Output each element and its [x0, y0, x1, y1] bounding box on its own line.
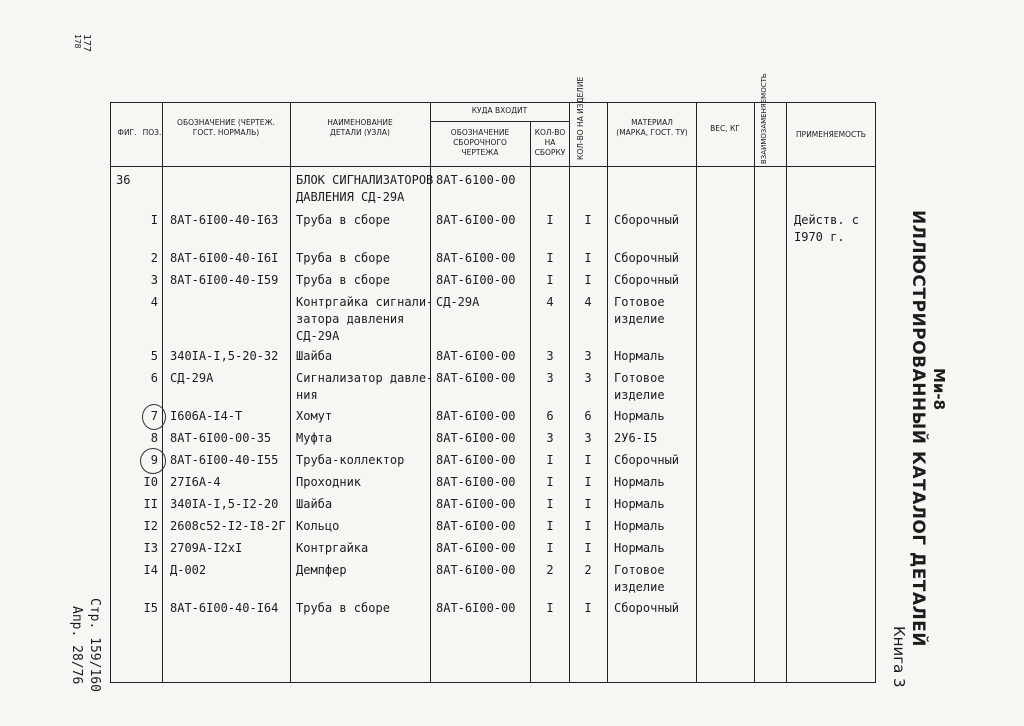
- table-cell-des: 8АТ-6I00-00-35: [170, 431, 272, 445]
- catalog-title: ИЛЛЮСТРИРОВАННЫЙ КАТАЛОГ ДЕТАЛЕЙ: [908, 210, 928, 648]
- table-cell-qa: 4: [546, 295, 554, 309]
- table-cell-fig: 36: [116, 173, 131, 187]
- header-qty-product: КОЛ-ВО НА ИЗДЕЛИЕ: [576, 76, 585, 160]
- table-cell-qp: I: [584, 273, 592, 287]
- header-name: НАИМЕНОВАНИЕ ДЕТАЛИ (УЗЛА): [327, 118, 393, 137]
- table-cell-pos: 8: [150, 431, 158, 445]
- table-cell-mat: [614, 452, 694, 469]
- pos-7-circle: [142, 404, 166, 430]
- table-cell-mat: [614, 540, 694, 557]
- table-cell-name: [296, 408, 428, 425]
- table-cell-line: Шайба: [296, 349, 333, 363]
- table-cell-mat: [614, 370, 694, 404]
- table-cell-qa: I: [546, 541, 554, 555]
- table-cell-line: Сборочный: [614, 273, 680, 287]
- table-cell-pos: 5: [150, 349, 158, 363]
- table-cell-line: Контргайка: [296, 541, 369, 555]
- table-cell-qa: 6: [546, 409, 554, 423]
- table-cell-qa: I: [546, 251, 554, 265]
- table-cell-mat: [614, 474, 694, 491]
- col-divider: [696, 102, 697, 682]
- table-cell-des: 8АТ-6I00-40-I64: [170, 601, 279, 615]
- col-divider: [290, 102, 291, 682]
- table-cell-asm: 8АТ-6I00-00: [436, 213, 516, 227]
- col-divider: [569, 102, 570, 682]
- header-fig: ФИГ.: [117, 128, 137, 137]
- table-cell-name: [296, 430, 428, 447]
- table-cell-line: Хомут: [296, 409, 333, 423]
- header-designation: ОБОЗНАЧЕНИЕ (ЧЕРТЕЖ. ГОСТ. НОРМАЛЬ): [177, 118, 275, 137]
- table-cell-des: 2608с52-I2-I8-2Г: [170, 519, 286, 533]
- table-cell-name: [296, 294, 434, 345]
- table-cell-name: [296, 370, 434, 404]
- table-cell-line: Действ. с: [794, 213, 860, 227]
- table-cell-qp: I: [584, 251, 592, 265]
- table-cell-mat: [614, 294, 694, 328]
- table-cell-line: Готовое: [614, 563, 665, 577]
- table-cell-qa: I: [546, 453, 554, 467]
- table-cell-asm: СД-29А: [436, 295, 480, 309]
- pos-9-circle: [140, 448, 166, 474]
- table-cell-line: Муфта: [296, 431, 333, 445]
- table-cell-name: [296, 172, 434, 206]
- header-where-used: КУДА ВХОДИТ: [471, 106, 528, 115]
- table-cell-qa: I: [546, 519, 554, 533]
- table-cell-qp: I: [584, 541, 592, 555]
- table-cell-mat: [614, 250, 694, 267]
- table-cell-line: ния: [296, 388, 318, 402]
- table-cell-asm: 8АТ-6I00-00: [436, 601, 516, 615]
- header-qty-assembly: КОЛ-ВО НА СБОРКУ: [534, 128, 566, 157]
- table-cell-qa: 3: [546, 371, 554, 385]
- table-cell-line: Нормаль: [614, 519, 665, 533]
- table-cell-qp: I: [584, 497, 592, 511]
- table-cell-qp: I: [584, 519, 592, 533]
- table-cell-pos: I4: [143, 563, 158, 577]
- table-cell-line: 2У6-I5: [614, 431, 658, 445]
- table-cell-line: Сборочный: [614, 601, 680, 615]
- table-cell-mat: [614, 212, 694, 229]
- table-cell-name: [296, 212, 428, 229]
- table-cell-line: СД-29А: [296, 329, 340, 343]
- table-cell-mat: [614, 348, 694, 365]
- table-cell-asm: 8АТ-6I00-00: [436, 497, 516, 511]
- table-cell-asm: 8АТ-6I00-00: [436, 431, 516, 445]
- table-cell-qp: 3: [584, 431, 592, 445]
- table-cell-pos: I5: [143, 601, 158, 615]
- table-cell-qa: 3: [546, 349, 554, 363]
- table-cell-pos: I3: [143, 541, 158, 555]
- table-cell-qa: I: [546, 497, 554, 511]
- corner-page-top: 177: [81, 34, 92, 53]
- table-cell-qp: I: [584, 453, 592, 467]
- table-cell-line: Готовое: [614, 371, 665, 385]
- table-cell-des: 8АТ-6I00-40-I59: [170, 273, 279, 287]
- table-cell-mat: [614, 562, 694, 596]
- table-cell-line: изделие: [614, 312, 665, 326]
- header-assembly-drawing: ОБОЗНАЧЕНИЕ СБОРОЧНОГО ЧЕРТЕЖА: [450, 128, 510, 157]
- table-cell-line: Труба-коллектор: [296, 453, 405, 467]
- table-cell-pos: II: [143, 497, 158, 511]
- table-cell-line: I970 г.: [794, 230, 845, 244]
- table-cell-asm: 8АТ-6I00-00: [436, 475, 516, 489]
- table-cell-line: Труба в сборе: [296, 273, 390, 287]
- table-cell-mat: [614, 408, 694, 425]
- table-cell-asm: 8АТ-6I00-00: [436, 563, 516, 577]
- table-cell-line: Сборочный: [614, 213, 680, 227]
- table-cell-asm: 8АТ-6I00-00: [436, 273, 516, 287]
- col-divider: [786, 102, 787, 682]
- table-cell-line: Демпфер: [296, 563, 347, 577]
- table-cell-line: Проходник: [296, 475, 362, 489]
- table-cell-name: [296, 348, 428, 365]
- table-cell-des: 340IА-I,5-20-32: [170, 349, 279, 363]
- table-cell-name: [296, 250, 428, 267]
- table-cell-mat: [614, 600, 694, 617]
- table-cell-mat: [614, 272, 694, 289]
- table-cell-des: 27I6А-4: [170, 475, 221, 489]
- table-cell-line: Контргайка сигнали-: [296, 295, 434, 309]
- date-reference: Апр. 28/76: [69, 606, 84, 685]
- table-cell-name: [296, 540, 428, 557]
- table-cell-asm: 8АТ-6I00-00: [436, 371, 516, 385]
- table-cell-qa: I: [546, 475, 554, 489]
- table-cell-name: [296, 474, 428, 491]
- table-cell-line: Сборочный: [614, 453, 680, 467]
- table-cell-name: [296, 272, 428, 289]
- where-used-divider: [430, 121, 569, 122]
- table-cell-des: 2709А-I2хI: [170, 541, 243, 555]
- table-cell-asm: 8АТ-6I00-00: [436, 541, 516, 555]
- table-cell-line: затора давления: [296, 312, 405, 326]
- header-material: МАТЕРИАЛ (МАРКА, ГОСТ. ТУ): [616, 118, 688, 137]
- table-cell-qa: 3: [546, 431, 554, 445]
- table-cell-line: Готовое: [614, 295, 665, 309]
- book-label: Книга 3: [890, 626, 908, 688]
- table-cell-line: Шайба: [296, 497, 333, 511]
- table-cell-qp: 6: [584, 409, 592, 423]
- table-cell-line: Труба в сборе: [296, 251, 390, 265]
- table-cell-des: I606А-I4-Т: [170, 409, 243, 423]
- table-cell-qp: 3: [584, 371, 592, 385]
- col-divider: [430, 102, 431, 682]
- table-cell-pos: 7: [150, 409, 158, 423]
- table-cell-line: Нормаль: [614, 541, 665, 555]
- table-cell-line: Кольцо: [296, 519, 340, 533]
- table-cell-des: 340IА-I,5-I2-20: [170, 497, 279, 511]
- col-divider: [607, 102, 608, 682]
- table-cell-line: Нормаль: [614, 497, 665, 511]
- table-cell-name: [296, 518, 428, 535]
- col-divider: [530, 122, 531, 682]
- table-cell-line: Труба в сборе: [296, 601, 390, 615]
- header-weight: ВЕС, КГ: [710, 124, 740, 133]
- table-cell-line: Нормаль: [614, 349, 665, 363]
- table-cell-asm: 8АТ-6I00-00: [436, 349, 516, 363]
- table-cell-mat: [614, 496, 694, 513]
- table-cell-qa: 2: [546, 563, 554, 577]
- table-cell-qa: I: [546, 273, 554, 287]
- header-interchange: ВЗАИМОЗАМЕНЯЕМОСТЬ: [760, 73, 768, 164]
- table-cell-line: Сборочный: [614, 251, 680, 265]
- parts-table: [110, 73, 876, 683]
- header-pos: ПОЗ.: [142, 128, 162, 137]
- table-cell-des: 8АТ-6I00-40-I55: [170, 453, 279, 467]
- header-applicability: ПРИМЕНЯЕМОСТЬ: [796, 130, 866, 139]
- table-cell-mat: [614, 518, 694, 535]
- table-cell-qp: I: [584, 213, 592, 227]
- table-cell-line: БЛОК СИГНАЛИЗАТОРОВ: [296, 173, 434, 187]
- table-cell-asm: 8АТ-6100-00: [436, 173, 516, 187]
- col-divider: [754, 102, 755, 682]
- table-cell-des: СД-29А: [170, 371, 214, 385]
- table-cell-asm: 8АТ-6I00-00: [436, 519, 516, 533]
- table-cell-qa: I: [546, 213, 554, 227]
- table-cell-pos: 3: [150, 273, 158, 287]
- table-cell-des: Д-002: [170, 563, 207, 577]
- table-cell-des: 8АТ-6I00-40-I63: [170, 213, 279, 227]
- table-cell-line: ДАВЛЕНИЯ СД-29А: [296, 190, 405, 204]
- table-cell-pos: I0: [143, 475, 158, 489]
- model-label: Ми-8: [930, 368, 948, 411]
- table-cell-pos: 6: [150, 371, 158, 385]
- corner-page-bottom: 178: [73, 34, 82, 49]
- table-cell-line: Труба в сборе: [296, 213, 390, 227]
- table-cell-pos: 9: [150, 453, 158, 467]
- table-cell-mat: [614, 430, 694, 447]
- table-cell-qp: I: [584, 601, 592, 615]
- table-cell-name: [296, 600, 428, 617]
- col-divider: [162, 102, 163, 682]
- table-cell-name: [296, 452, 428, 469]
- table-cell-qp: I: [584, 475, 592, 489]
- table-cell-app: [794, 212, 874, 246]
- table-cell-pos: I: [150, 213, 158, 227]
- table-cell-qp: 2: [584, 563, 592, 577]
- table-cell-asm: 8АТ-6I00-00: [436, 409, 516, 423]
- table-cell-pos: 4: [150, 295, 158, 309]
- table-cell-pos: 2: [150, 251, 158, 265]
- table-cell-pos: I2: [143, 519, 158, 533]
- table-cell-line: изделие: [614, 580, 665, 594]
- table-cell-qa: I: [546, 601, 554, 615]
- table-cell-asm: 8АТ-6I00-00: [436, 453, 516, 467]
- table-cell-line: Нормаль: [614, 475, 665, 489]
- table-cell-qp: 3: [584, 349, 592, 363]
- table-cell-asm: 8АТ-6I00-00: [436, 251, 516, 265]
- table-cell-name: [296, 496, 428, 513]
- table-cell-line: Нормаль: [614, 409, 665, 423]
- table-cell-line: Сигнализатор давле-: [296, 371, 434, 385]
- table-cell-qp: 4: [584, 295, 592, 309]
- table-cell-des: 8АТ-6I00-40-I6I: [170, 251, 279, 265]
- header-bottom-line: [110, 166, 876, 167]
- page-reference: Стр. 159/160: [87, 598, 102, 692]
- table-cell-name: [296, 562, 428, 579]
- table-cell-line: изделие: [614, 388, 665, 402]
